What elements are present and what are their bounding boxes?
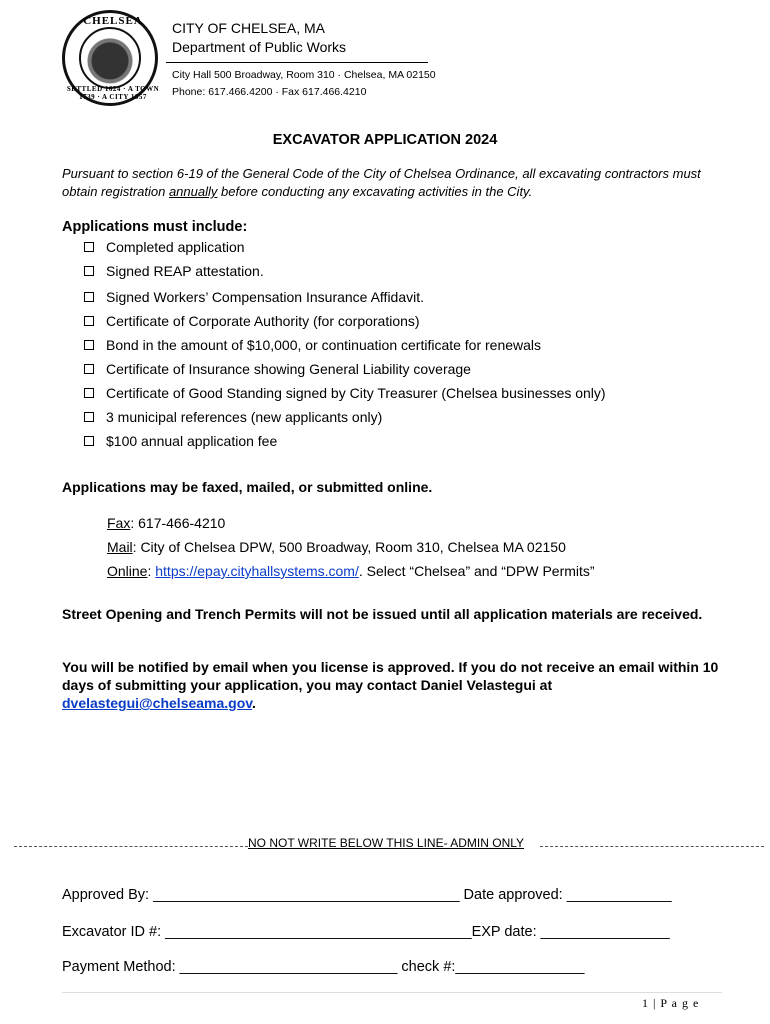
requirements-heading: Applications must include: xyxy=(62,219,248,235)
intro-paragraph xyxy=(62,165,732,201)
checklist-item xyxy=(84,433,277,449)
checklist-item-label: Signed Workers’ Compensation Insurance Affidavit. xyxy=(106,289,425,305)
seal-emblem xyxy=(79,27,141,89)
online-rest: . Select “Chelsea” and “DPW Permits” xyxy=(358,563,595,579)
footer-divider xyxy=(62,992,722,993)
intro-part2: before conducting any excavating activities in the City. xyxy=(217,184,533,199)
page-number: 1 | P a g e xyxy=(642,996,700,1010)
city-seal-logo xyxy=(62,10,158,106)
checklist-item-label: Certificate of Good Standing signed by City Treasurer (Chelsea businesses only) xyxy=(106,385,606,401)
mail-line xyxy=(107,539,566,555)
document-title: EXCAVATOR APPLICATION 2024 xyxy=(272,132,498,148)
department-name: Department of Public Works xyxy=(172,39,347,55)
checkbox[interactable] xyxy=(84,242,94,252)
checkbox[interactable] xyxy=(84,266,94,276)
checkbox[interactable] xyxy=(84,292,94,302)
contact-email-link[interactable]: dvelastegui@chelseama.gov xyxy=(62,695,253,711)
checkbox[interactable] xyxy=(84,388,94,398)
city-name: CITY OF CHELSEA, MA xyxy=(172,20,325,36)
email-notice-text: You will be notified by email when you license is approved. If you do not receive an email within 10 days of submitting your application, you may contact Daniel Velastegui at xyxy=(62,659,719,693)
checkbox[interactable] xyxy=(84,364,94,374)
online-label: Online xyxy=(107,563,148,579)
online-link[interactable]: https://epay.cityhallsystems.com/ xyxy=(155,563,359,579)
email-notice xyxy=(62,658,722,712)
checklist-item xyxy=(84,337,541,353)
online-colon: : xyxy=(147,563,156,579)
checklist-item xyxy=(84,239,245,255)
checklist-item-label: Signed REAP attestation. xyxy=(106,263,264,279)
admin-divider-right xyxy=(540,846,764,847)
checklist-item-label: $100 annual application fee xyxy=(106,433,278,449)
checklist-item xyxy=(84,409,382,425)
checklist-item-label: Completed application xyxy=(106,239,245,255)
checkbox[interactable] xyxy=(84,340,94,350)
checklist-item-label: 3 municipal references (new applicants only) xyxy=(106,409,383,425)
checklist-item xyxy=(84,313,420,329)
fax-value: : 617-466-4210 xyxy=(130,515,226,531)
excavator-id-field[interactable]: Excavator ID #: ______________________________________EXP date: ________________ xyxy=(62,924,670,940)
permit-notice: Street Opening and Trench Permits will not be issued until all application materials are received. xyxy=(62,606,703,622)
email-notice-end: . xyxy=(252,695,256,711)
checklist-item xyxy=(84,385,606,401)
submission-heading: Applications may be faxed, mailed, or submitted online. xyxy=(62,479,433,495)
checklist-item xyxy=(84,289,424,305)
intro-underlined: annually xyxy=(168,184,218,199)
fax-line xyxy=(107,515,225,531)
checklist-item-label: Bond in the amount of $10,000, or continuation certificate for renewals xyxy=(106,337,542,353)
header-divider xyxy=(166,62,428,63)
checkbox[interactable] xyxy=(84,412,94,422)
admin-divider-left xyxy=(14,846,248,847)
header-address: City Hall 500 Broadway, Room 310 · Chelsea, MA 02150 xyxy=(172,69,436,81)
admin-only-divider-label: NO NOT WRITE BELOW THIS LINE- ADMIN ONLY xyxy=(248,836,525,850)
fax-label: Fax xyxy=(107,515,131,531)
header-phone: Phone: 617.466.4200 · Fax 617.466.4210 xyxy=(172,86,367,98)
mail-value: : City of Chelsea DPW, 500 Broadway, Room 310, Chelsea MA 02150 xyxy=(132,539,566,555)
intro-part1: Pursuant to section 6-19 of the General Code of the City of Chelsea Ordinance, all excavating contractors must obtain registration xyxy=(62,166,701,199)
checkbox[interactable] xyxy=(84,316,94,326)
seal-bottom-text: SETTLED 1624 · A TOWN 1739 · A CITY 1857 xyxy=(66,85,160,101)
checklist-item xyxy=(84,361,471,377)
checkbox[interactable] xyxy=(84,436,94,446)
online-line xyxy=(107,563,595,579)
approved-by-field[interactable]: Approved By: ______________________________________ Date approved: _____________ xyxy=(62,887,672,903)
checklist-item xyxy=(84,263,264,279)
seal-top-text: CHELSEA xyxy=(83,15,143,27)
mail-label: Mail xyxy=(107,539,133,555)
payment-method-field[interactable]: Payment Method: ___________________________ check #:________________ xyxy=(62,959,585,975)
checklist-item-label: Certificate of Corporate Authority (for corporations) xyxy=(106,313,420,329)
checklist-item-label: Certificate of Insurance showing General Liability coverage xyxy=(106,361,471,377)
